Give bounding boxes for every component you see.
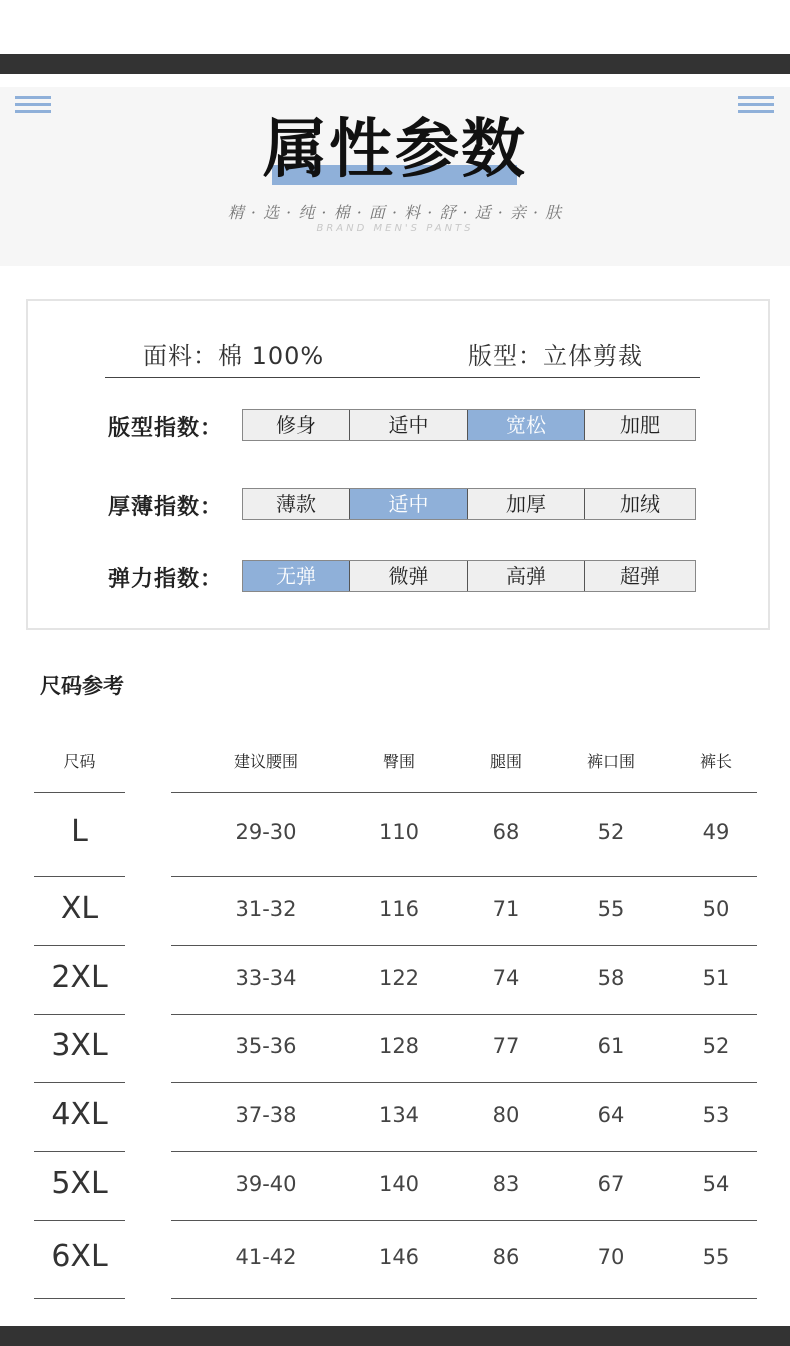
column-header: 裤口围 <box>586 752 635 771</box>
table-cell: 35-36 <box>235 1034 297 1058</box>
table-cell: 74 <box>492 965 520 990</box>
size-cell: XL <box>60 890 99 926</box>
table-cell: 51 <box>702 965 730 990</box>
top-dark-bar <box>0 54 790 74</box>
stretch-option: 无弹 <box>243 561 350 591</box>
row-divider <box>34 876 125 877</box>
thickness-index-label: 厚薄指数： <box>108 495 224 520</box>
table-cell: 68 <box>492 820 520 844</box>
row-divider <box>34 1082 125 1083</box>
table-cell: 41-42 <box>235 1245 297 1269</box>
table-cell: 58 <box>597 965 625 990</box>
row-divider <box>34 1298 125 1299</box>
table-cell: 70 <box>597 1245 625 1269</box>
fit-option: 修身 <box>243 410 350 440</box>
table-cell: 52 <box>702 1034 730 1058</box>
table-cell: 50 <box>702 896 730 921</box>
thickness-option: 加绒 <box>585 489 695 519</box>
table-cell: 71 <box>492 896 520 921</box>
size-cell: L <box>71 814 88 849</box>
row-divider <box>171 1082 757 1083</box>
table-cell: 128 <box>378 1034 420 1058</box>
size-cell: 4XL <box>51 1096 108 1132</box>
fit-index-label: 版型指数： <box>108 416 224 441</box>
table-cell: 122 <box>378 965 420 990</box>
stretch-index-scale <box>242 560 696 592</box>
row-divider <box>171 1151 757 1152</box>
row-divider <box>171 1298 757 1299</box>
column-header: 腿围 <box>489 752 522 771</box>
thickness-option: 适中 <box>350 489 468 519</box>
row-divider <box>171 792 757 793</box>
attribute-divider <box>105 377 700 378</box>
fit-option: 宽松 <box>468 410 585 440</box>
table-cell: 64 <box>597 1102 625 1127</box>
stretch-option: 超弹 <box>585 561 695 591</box>
thickness-index-scale <box>242 488 696 520</box>
thickness-option: 薄款 <box>243 489 350 519</box>
size-cell: 6XL <box>51 1239 108 1274</box>
column-header: 臀围 <box>382 752 415 771</box>
page-subtitle: 精 · 选 · 纯 · 棉 · 面 · 料 · 舒 · 适 · 亲 · 肤 <box>227 203 563 222</box>
row-divider <box>34 945 125 946</box>
row-divider <box>34 1151 125 1152</box>
column-header: 尺码 <box>63 752 96 771</box>
page-subtitle-en: BRAND MEN'S PANTS <box>316 223 474 234</box>
row-divider <box>171 1014 757 1015</box>
table-cell: 77 <box>492 1034 520 1058</box>
row-divider <box>34 1014 125 1015</box>
table-cell: 61 <box>597 1034 625 1058</box>
size-chart-heading: 尺码参考 <box>40 674 124 698</box>
table-cell: 110 <box>378 820 420 844</box>
table-cell: 53 <box>702 1102 730 1127</box>
table-cell: 29-30 <box>235 820 297 844</box>
bottom-dark-bar <box>0 1326 790 1346</box>
size-cell: 3XL <box>51 1028 108 1063</box>
table-cell: 37-38 <box>235 1102 297 1127</box>
table-cell: 116 <box>378 896 420 921</box>
table-cell: 49 <box>702 820 730 844</box>
stretch-index-label: 弹力指数： <box>108 567 224 592</box>
table-cell: 55 <box>702 1245 730 1269</box>
fit-option: 加肥 <box>585 410 695 440</box>
size-cell: 2XL <box>51 959 108 995</box>
stretch-option: 微弹 <box>350 561 468 591</box>
page-title: 属性参数 <box>263 113 527 187</box>
cut-attribute: 版型：立体剪裁 <box>468 342 643 370</box>
row-divider <box>171 1220 757 1221</box>
table-cell: 67 <box>597 1171 625 1196</box>
fit-option: 适中 <box>350 410 468 440</box>
fit-index-scale <box>242 409 696 441</box>
row-divider <box>171 876 757 877</box>
table-cell: 52 <box>597 820 625 844</box>
row-divider <box>34 792 125 793</box>
table-cell: 146 <box>378 1245 420 1269</box>
table-cell: 80 <box>492 1102 520 1127</box>
row-divider <box>171 945 757 946</box>
stretch-option: 高弹 <box>468 561 585 591</box>
table-cell: 55 <box>597 896 625 921</box>
table-cell: 33-34 <box>235 965 297 990</box>
table-cell: 83 <box>492 1171 520 1196</box>
table-cell: 31-32 <box>235 896 297 921</box>
thickness-option: 加厚 <box>468 489 585 519</box>
column-header: 裤长 <box>699 752 732 771</box>
column-header: 建议腰围 <box>233 752 298 771</box>
table-cell: 54 <box>702 1171 730 1196</box>
table-cell: 86 <box>492 1245 520 1269</box>
table-cell: 39-40 <box>235 1171 297 1196</box>
fabric-attribute: 面料：棉 100% <box>143 342 325 370</box>
row-divider <box>34 1220 125 1221</box>
table-cell: 134 <box>378 1102 420 1127</box>
size-cell: 5XL <box>51 1165 108 1201</box>
table-cell: 140 <box>378 1171 420 1196</box>
